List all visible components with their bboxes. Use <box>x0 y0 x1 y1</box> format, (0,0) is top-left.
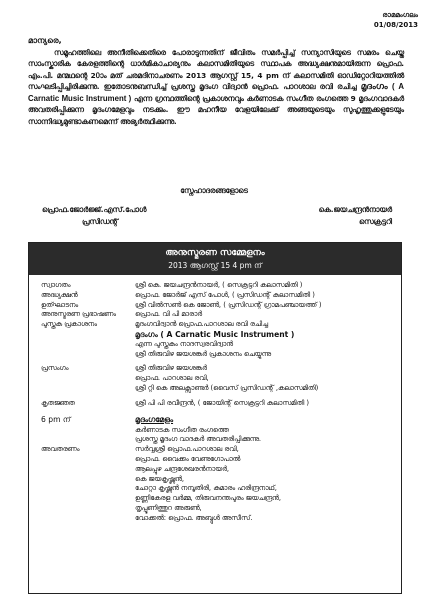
mridangamelam-row <box>35 414 395 426</box>
performer: തൃപ്പൂണിത്തുറ അരുൺ, <box>135 503 202 512</box>
row-value: പ്രശസ്ത മൃദംഗ വാദകർ അവതരിപ്പിക്കുന്നു. <box>135 435 262 444</box>
signatory-president <box>42 204 146 228</box>
letter-header <box>374 10 418 30</box>
row-value: ശ്രീ വിൽസൺ കെ ജോൺ, ( പ്രസിഡന്റ് ഗ്രാമപഞ്ചായത്ത് ) <box>135 300 322 309</box>
paragraph-1: സമൂഹത്തിലെ അനീതിക്കെതിരെ പോരാടുന്നതിന് ജീവിതം സമർപ്പിച്ച് സന്യാസിയുടെ സമരം ചെയ്ത സാംസ്കാരിക കേരളത്തിന്റെ ധാർമികാചാര്യനും കലാസമിതിയുടെ സ്ഥാപക അദ്ധ്യക്ഷനുമായിരുന്ന പ്രൊഫ. എം.പി. മന്മഥന്റെ 20ാം മത് ചരമദിനാചരണം 2013 ആഗസ്റ്റ് 15, 4 pm ന് കലാസമിതി ഓഡിറ്റോറിയത്തിൽ സംഘടിപ്പിച്ചിരിക്കുന്നു. ഇതോടനുബന്ധിച്ച് പ്രശസ്ത മൃദംഗ വിദ്വാൻ പ്രൊഫ. പാറശാല രവി രചിച്ച <box>28 48 404 91</box>
place-name: രാമമംഗലം <box>382 11 418 19</box>
performer: കെ ജയകൃഷ്ണൻ, <box>135 474 185 483</box>
row-value: കർണാടക സംഗീത രംഗത്തെ <box>135 425 229 434</box>
row-label: പുസ്തക പ്രകാശനം <box>41 320 97 329</box>
program-row <box>35 320 395 359</box>
performer: സർവ്വശ്രീ പ്രൊഫ.പാറശാല രവി, <box>135 445 239 454</box>
mridangamelam-time: 6 pm ന് <box>41 414 71 424</box>
signatory-secretary <box>319 204 392 228</box>
row-value: ശ്രീ തിരുവിഴ ജയശങ്കർ പ്രകാശനം ചെയ്യുന്നു <box>135 349 271 358</box>
closing: സ്നേഹാദരങ്ങളോടെ <box>180 186 248 195</box>
program-row <box>35 291 395 301</box>
program-row <box>35 426 395 446</box>
performers-label: അവതരണം <box>41 445 80 454</box>
row-value: ശ്രീ തിരുവിഴ ജയശങ്കർ <box>135 364 207 373</box>
row-label: അനുസ്മരണ പ്രഭാഷണം <box>41 310 116 319</box>
letter-date: 01/08/2013 <box>373 21 418 29</box>
row-value: ശ്രീ പി പി രവീന്ദ്രൻ, ( ജോയിന്റ് സെക്രട്ടറി കലാസമിതി ) <box>135 398 309 407</box>
president-role: പ്രസിഡന്റ് <box>82 217 118 226</box>
row-label: അദ്ധ്യക്ഷൻ <box>41 290 78 299</box>
program-box <box>28 242 402 594</box>
row-value: മൃദംഗം ( A Carnatic Music Instrument ) <box>135 329 295 339</box>
president-name: പ്രൊഫ.ജോർജ്ജ്.എസ്.പോൾ <box>42 205 147 214</box>
performers-row <box>35 445 395 523</box>
secretary-role: സെക്രട്ടറി <box>358 217 392 226</box>
program-title: അനുസ്മരണ സമ്മേളനം <box>165 248 265 258</box>
performer: വോക്കൽ: പ്രൊഫ. അബ്ദുൾ അസീസ്. <box>135 513 253 522</box>
row-value: പ്രൊഫ. പാറശാല രവി, <box>135 374 209 383</box>
row-label: ഉത്ഘാടനം <box>41 300 79 309</box>
row-value: എന്ന പുസ്തകം നാദസ്വരവിദ്വാൻ <box>135 339 233 348</box>
program-date: 2013 ആഗസ്റ്റ് 15 4 pm ന് <box>168 261 262 270</box>
row-label: കൃതജ്ഞത <box>41 398 75 407</box>
program-header <box>29 243 401 275</box>
performer: ആലപ്പുഴ ചന്ദ്രശേഖരൻനായർ, <box>135 464 230 473</box>
program-row <box>35 399 395 409</box>
book-title: മൃദംഗം <box>360 81 388 92</box>
letter-paragraph <box>28 47 404 127</box>
program-schedule <box>35 281 395 524</box>
row-value: പ്രൊഫ. വി പി മാരാർ <box>135 310 203 319</box>
program-row <box>35 281 395 291</box>
program-row <box>35 301 395 311</box>
row-label: സ്വാഗതം <box>41 281 71 289</box>
paragraph-2: എന്ന ഗ്രന്ഥത്തിന്റെ പ്രകാശനവും കർണാടക സംഗീത രംഗത്തെ 9 മൃദംഗവാദകർ അവതരിപ്പിക്കുന്ന മൃദംഗമേളവും നടക്കും. ഈ മഹനീയ വേളയിലേക്ക് അങ്ങയുടെയും സുഹൃത്തുക്കളുടേയും സാന്നിദ്ധ്യമുണ്ടാകണമെന്ന് അഭ്യർത്ഥിക്കുന്നു. <box>28 94 404 126</box>
row-value: ശ്രീ റ്റി കെ അലക്സാണ്ടർ (വൈസ് പ്രസിഡന്റ് ,കലാസമിതി) <box>135 383 319 392</box>
mridangamelam-heading: മൃദംഗമേളം <box>135 414 174 424</box>
row-value: മൃദംഗവിദ്വാൻ പ്രൊഫ.പാറശാല രവി രചിച്ച <box>135 320 268 329</box>
performer: ചോറ്റാ കൃഷ്ണൻ നമ്പൂതിരി, കുമാരം ഹരിന്ദ്രനാഥ്, <box>135 484 277 493</box>
program-row <box>35 310 395 320</box>
letter-body <box>28 47 404 127</box>
row-value: പ്രൊഫ. ജോർജ് എസ് പോൾ, ( പ്രസിഡന്റ് കലാസമിതി ) <box>135 290 315 299</box>
performer: ഉണ്ണികേരള വർമ്മ, തിരുവനന്തപുരം ജയചന്ദ്രൻ, <box>135 494 281 503</box>
book-subtitle: ( A Carnatic Music Instrument ) <box>28 81 405 104</box>
performer: പ്രൊഫ. വൈക്കം വേണുഗോപാൽ <box>135 454 241 463</box>
row-label: പ്രസംഗം <box>41 364 69 373</box>
row-value: ശ്രീ കെ. ജയചന്ദ്രൻനായർ, ( സെക്രട്ടറി കലാസമിതി ) <box>135 281 303 289</box>
secretary-name: കെ.ജയചന്ദ്രൻനായർ <box>318 205 392 214</box>
salutation: മാന്യരെ, <box>28 36 62 45</box>
program-row <box>35 364 395 393</box>
